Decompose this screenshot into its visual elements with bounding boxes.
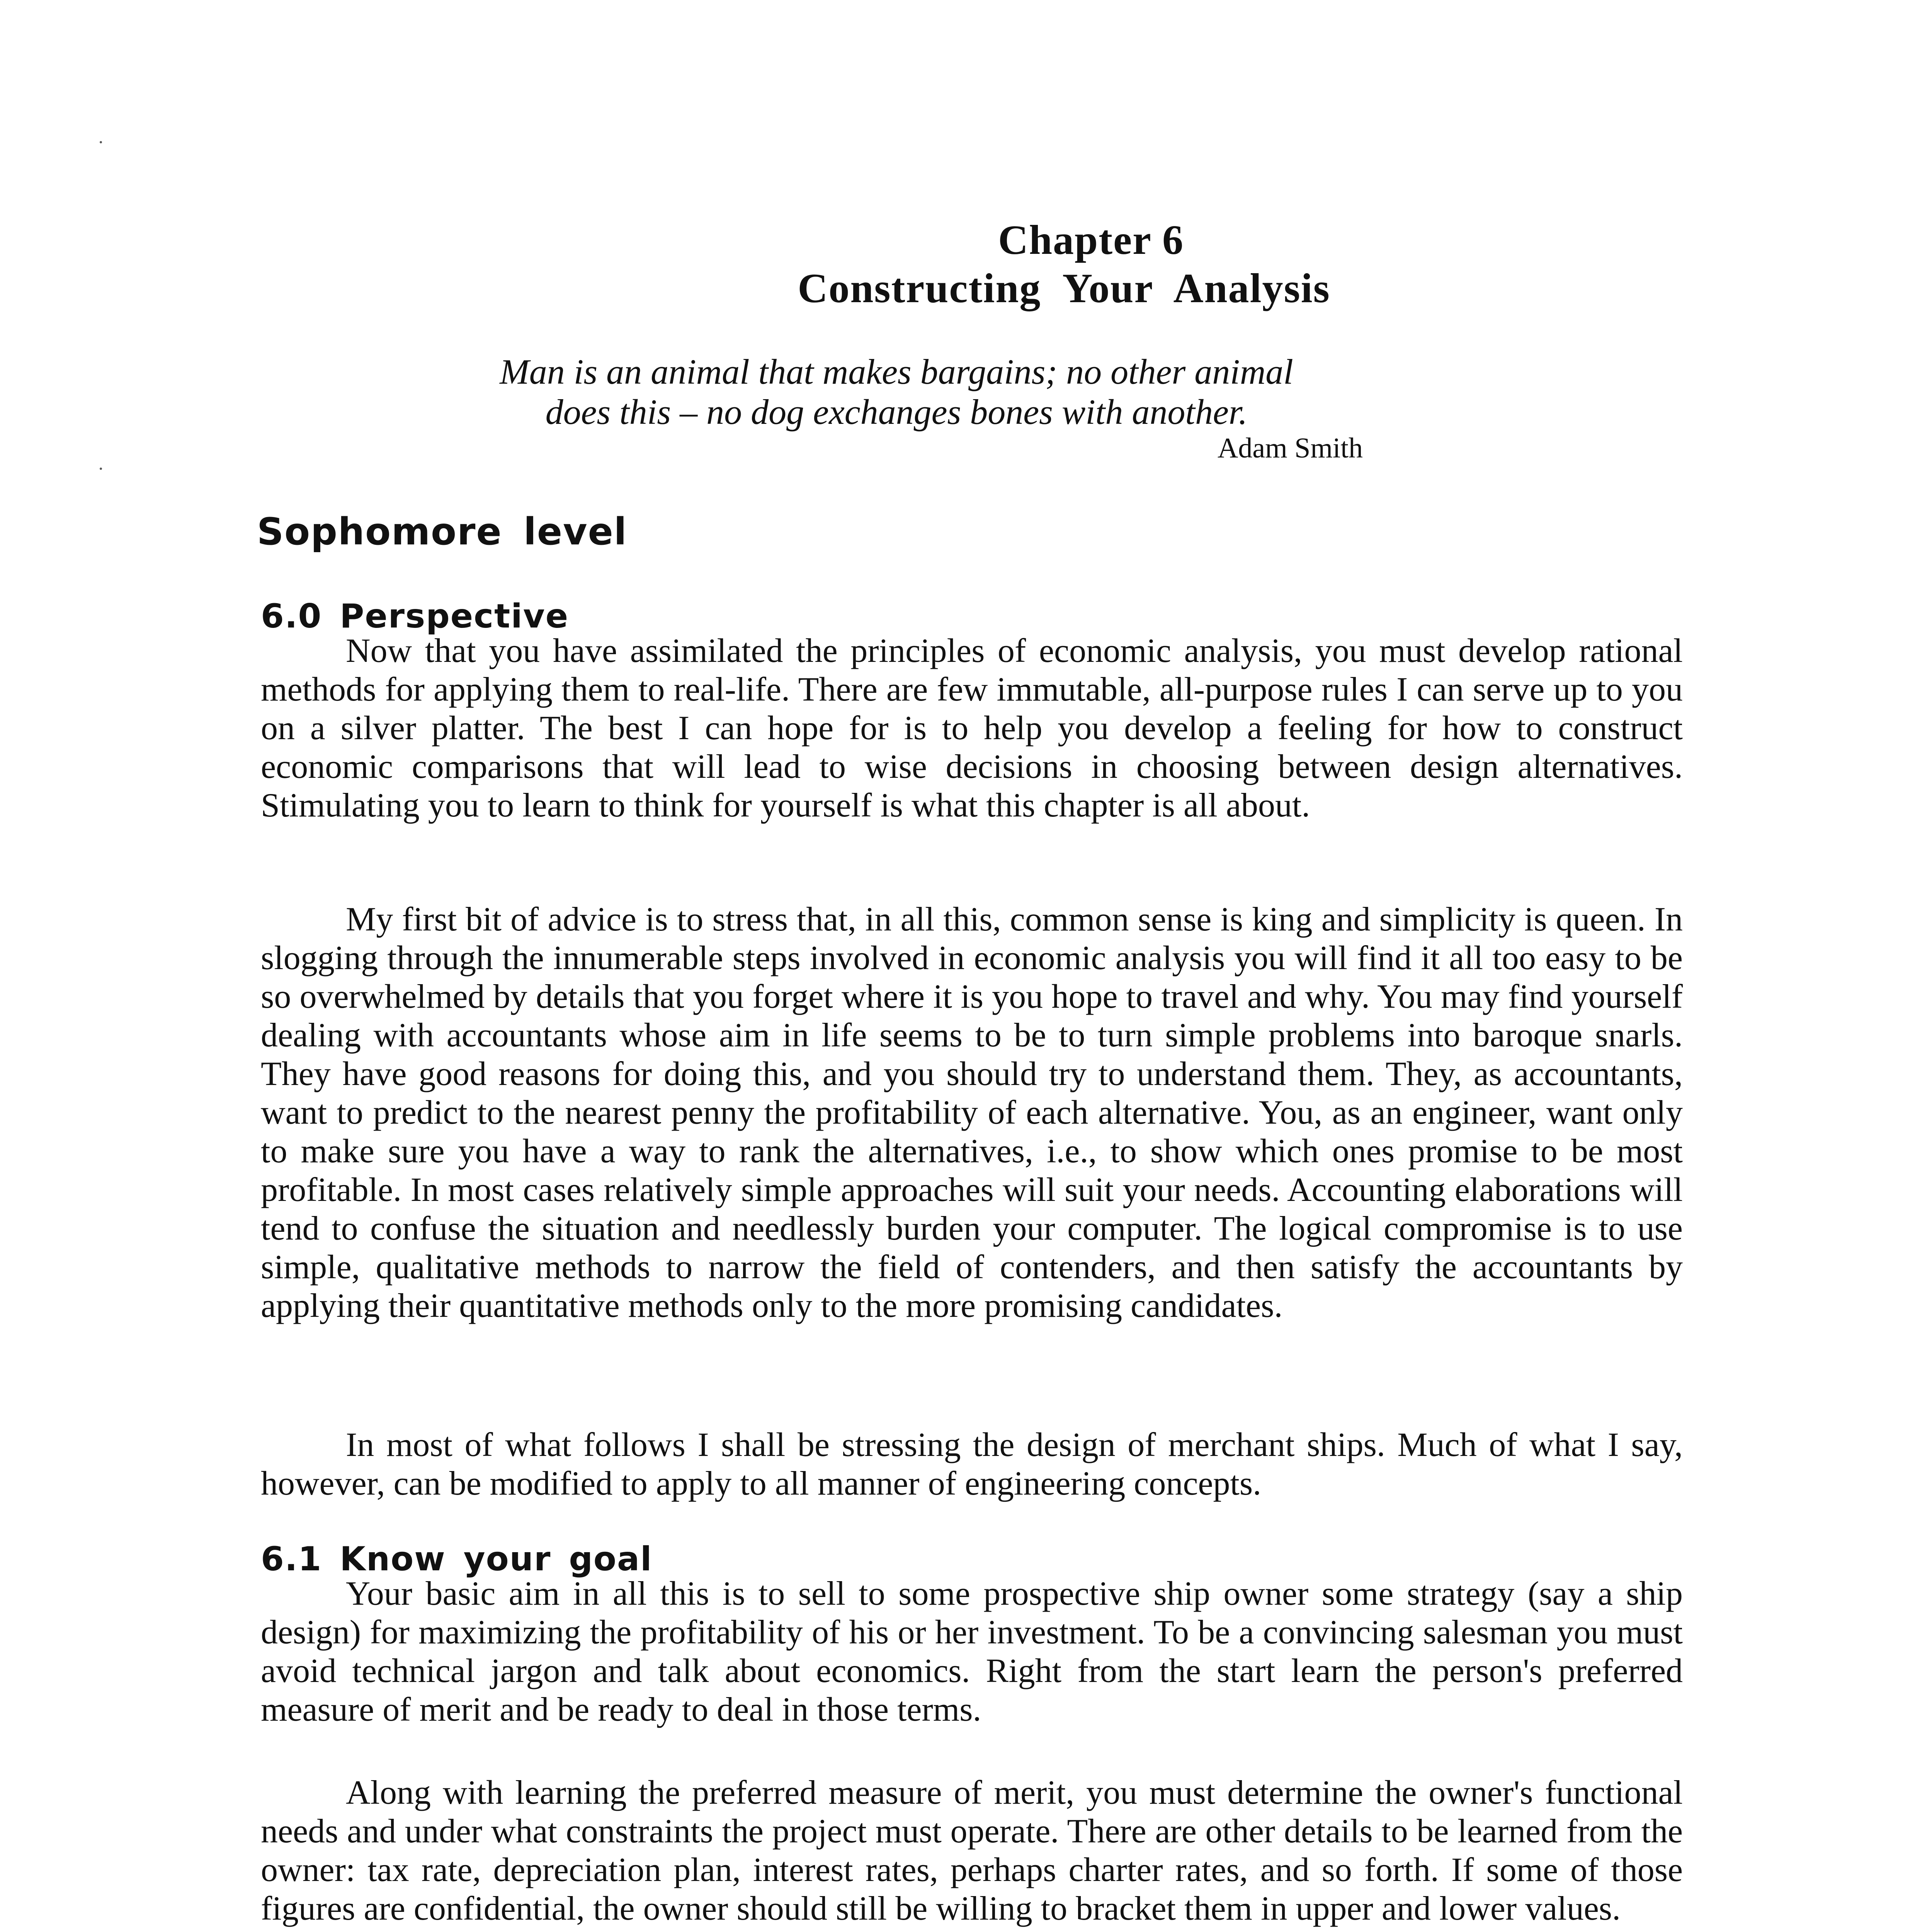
section-heading: 6.1 Know your goal <box>261 1540 653 1578</box>
epigraph-line-1: Man is an animal that makes bargains; no other animal <box>500 352 1293 391</box>
paragraph: My first bit of advice is to stress that, in all this, common sense is king and simplicity is queen. In slogging through the innumerable steps involved in economic analysis you will find it all too easy to be so overwhelmed by details that you forget where it is you hope to travel and why. You may find yourself dealing with accountants whose aim in life seems to be to turn simple problems into baroque snarls. They have good reasons for doing this, and you should try to understand them. They, as accountants, want to predict to the nearest penny the profitability of each alternative. You, as an engineer, want only to make sure you have a way to rank the alternatives, i.e., to show which ones promise to be most profitable. In most cases relatively simple approaches will suit your needs. Accounting elaborations will tend to confuse the situation and needlessly burden your computer. The logical compromise is to use simple, qualitative methods to narrow the field of contenders, and then satisfy the accountants by applying their quantitative methods only to the more promising candidates. <box>261 901 1683 1325</box>
epigraph <box>425 352 1368 432</box>
chapter-number: Chapter 6 <box>998 217 1184 263</box>
paragraph: Now that you have assimilated the principles of economic analysis, you must develop rational methods for applying them to real-life. There are few immutable, all-purpose rules I can serve up to you on a silver platter. The best I can hope for is to help you develop a feeling for how to construct economic comparisons that will lead to wise decisions in choosing between design alternatives. Stimulating you to learn to think for yourself is what this chapter is all about. <box>261 632 1683 824</box>
epigraph-line-2: does this – no dog exchanges bones with another. <box>545 392 1248 432</box>
paragraph: In most of what follows I shall be stressing the design of merchant ships. Much of what I say, however, can be modified to apply to all manner of engineering concepts. <box>261 1426 1683 1502</box>
epigraph-author: Adam Smith <box>1217 432 1363 464</box>
paragraph: Along with learning the preferred measure of merit, you must determine the owner's functional needs and under what constraints the project must operate. There are other details to be learned from the owner: tax rate, depreciation plan, interest rates, perhaps charter rates, and so forth. If some of those figures are confidential, the owner should still be willing to bracket them in upper and lower values. <box>261 1774 1683 1927</box>
section-heading: 6.0 Perspective <box>261 597 569 636</box>
chapter-title: Constructing Your Analysis <box>798 265 1330 311</box>
scan-speck <box>100 141 102 143</box>
paragraph: Your basic aim in all this is to sell to some prospective ship owner some strategy (say a ship design) for maximizing the profitability of his or her investment. To be a convincing salesman you must avoid technical jargon and talk about economics. Right from the start learn the person's preferred measure of merit and be ready to deal in those terms. <box>261 1575 1683 1728</box>
scan-speck <box>100 468 102 470</box>
level-heading: Sophomore level <box>257 510 628 553</box>
